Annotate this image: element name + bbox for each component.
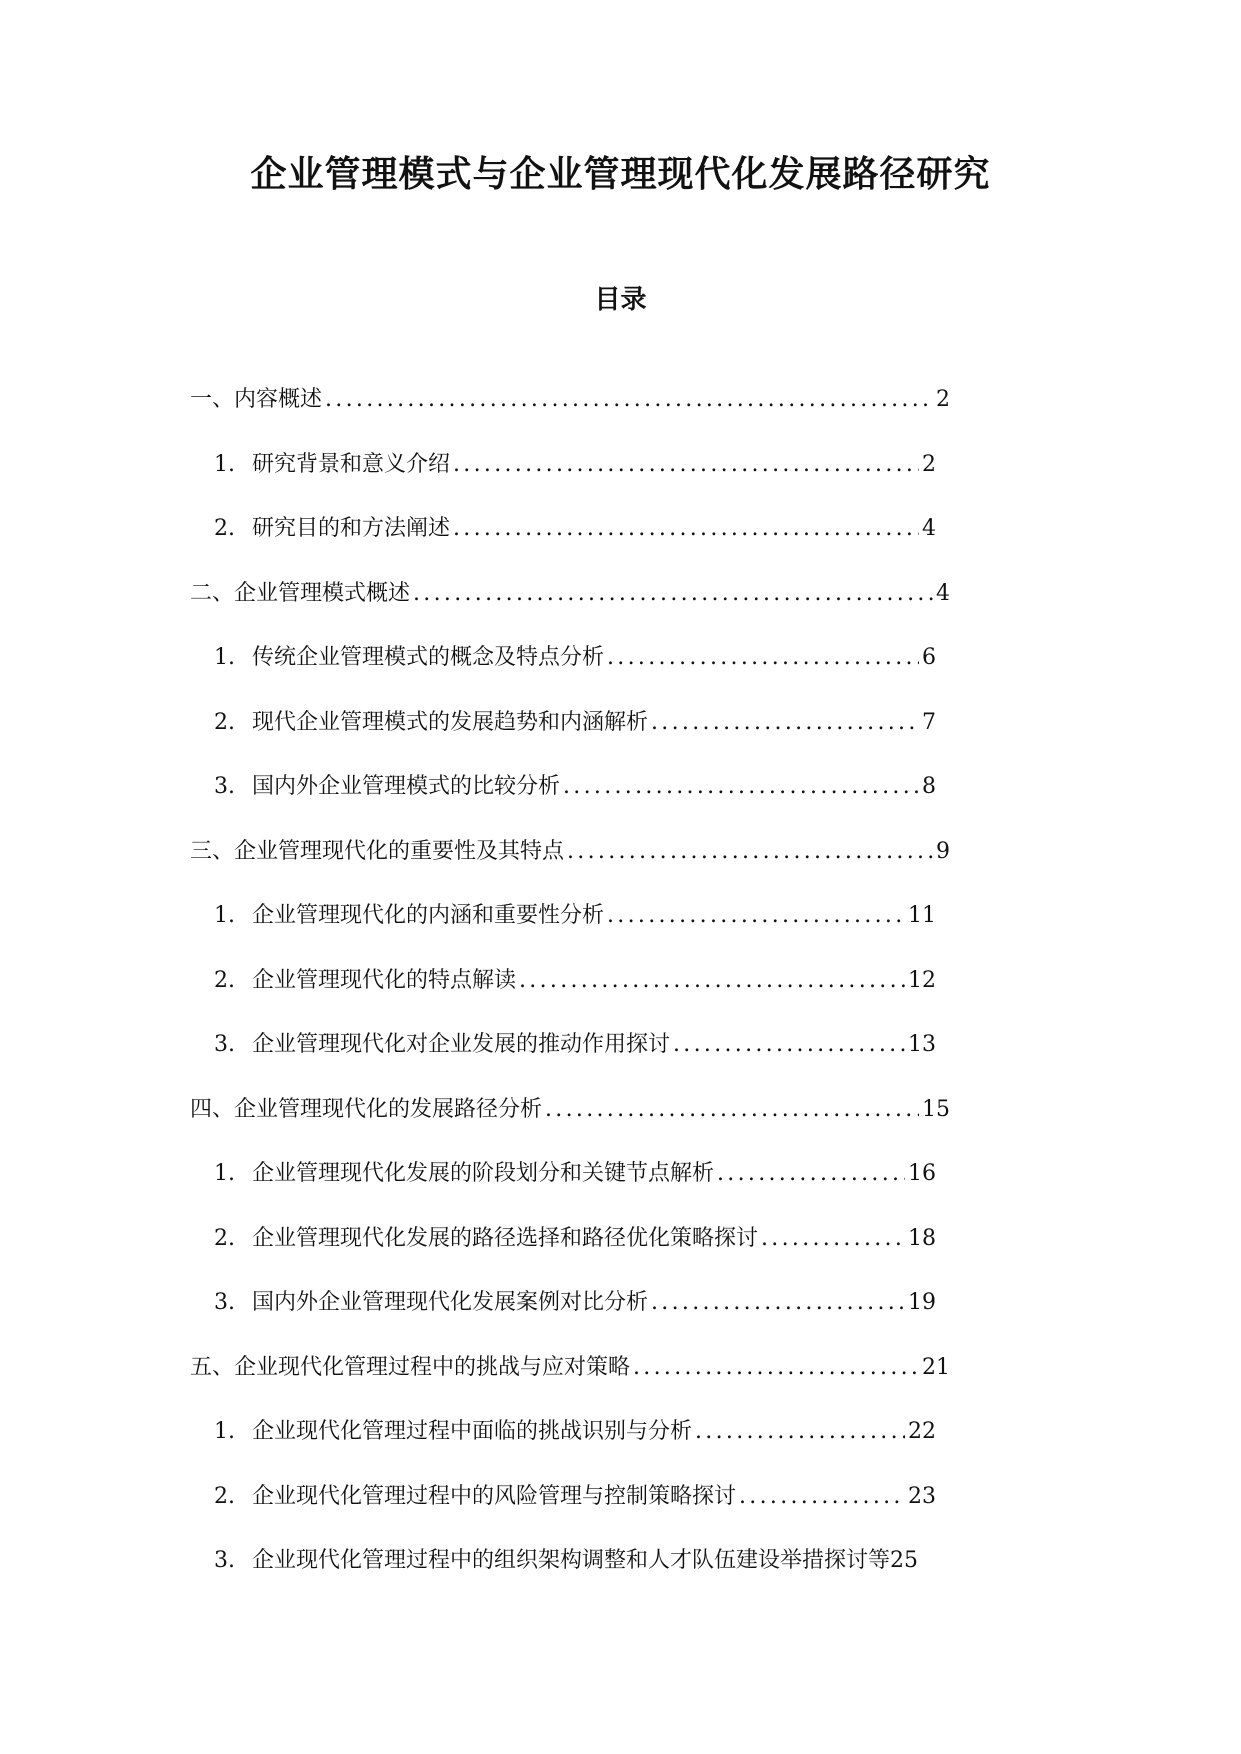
toc-entry-title: 企业管理现代化发展的路径选择和路径优化策略探讨 <box>252 1225 759 1251</box>
toc-entry[interactable] <box>214 509 936 549</box>
toc-entry[interactable] <box>214 445 936 485</box>
dot-leader <box>325 380 933 420</box>
toc-entry-title: 企业现代化管理过程中的风险管理与控制策略探讨 <box>252 1483 737 1509</box>
toc-entry-page-number: 18 <box>908 1225 936 1251</box>
toc-entry-title: 传统企业管理模式的概念及特点分析 <box>252 645 605 670</box>
dot-leader <box>545 1090 919 1130</box>
toc-entry-number: 3. <box>214 774 235 799</box>
toc-entry-title: 二、企业管理模式概述 <box>190 580 411 606</box>
toc-entry-number: 1. <box>214 451 235 477</box>
toc-entry[interactable] <box>214 896 936 936</box>
toc-entry-page-number: 4 <box>922 516 936 541</box>
toc-entry-page-number: 21 <box>922 1354 950 1380</box>
document-title: 企业管理模式与企业管理现代化发展路径研究 <box>250 154 991 195</box>
toc-entry[interactable] <box>214 1541 936 1581</box>
toc-entry-number: 1. <box>214 645 235 670</box>
dot-leader <box>673 1025 905 1065</box>
toc-entry-title: 五、企业现代化管理过程中的挑战与应对策略 <box>190 1354 631 1380</box>
toc-entry[interactable] <box>190 1348 950 1388</box>
toc-entry-title: 研究背景和意义介绍 <box>252 451 451 477</box>
toc-entry-title: 国内外企业管理现代化发展案例对比分析 <box>252 1290 649 1315</box>
toc-entry-page-number: 6 <box>922 645 936 670</box>
toc-entry[interactable] <box>190 380 950 420</box>
toc-entry-number: 2. <box>214 516 235 541</box>
toc-entry-number: 1. <box>214 1419 235 1444</box>
toc-entry-page-number: 4 <box>936 580 950 606</box>
toc-entry[interactable] <box>214 1154 936 1194</box>
toc-entry-number: 3. <box>214 1032 235 1057</box>
toc-entry[interactable] <box>214 1412 936 1452</box>
toc-entry-page-number: 7 <box>922 709 936 735</box>
toc-entry-title: 研究目的和方法阐述 <box>252 516 451 541</box>
dot-leader <box>567 832 933 872</box>
dot-leader <box>739 1477 905 1517</box>
toc-entry-page-number: 25 <box>890 1548 919 1573</box>
dot-leader <box>607 896 905 936</box>
toc-entry-page-number: 15 <box>922 1096 950 1122</box>
dot-leader <box>519 961 905 1001</box>
dot-leader <box>651 1283 905 1323</box>
dot-leader <box>695 1412 905 1452</box>
toc-entry-page-number: 13 <box>908 1032 936 1057</box>
toc-entry-page-number: 12 <box>908 967 936 993</box>
toc-entry-title: 四、企业管理现代化的发展路径分析 <box>190 1096 543 1122</box>
toc-entry-number: 2. <box>214 709 235 735</box>
toc-entry-page-number: 16 <box>908 1161 936 1186</box>
toc-entry-page-number: 22 <box>908 1419 936 1444</box>
toc-entry[interactable] <box>190 832 950 872</box>
toc-entry-page-number: 2 <box>922 451 936 477</box>
toc-entry[interactable] <box>190 574 950 614</box>
toc-entry[interactable] <box>214 1477 936 1517</box>
toc-entry-title: 企业管理现代化的特点解读 <box>252 967 517 993</box>
toc-entry-page-number: 2 <box>936 387 950 412</box>
toc-entry-title: 一、内容概述 <box>190 387 323 412</box>
toc-entry-page-number: 8 <box>922 774 936 799</box>
dot-leader <box>633 1348 919 1388</box>
toc-entry[interactable] <box>214 638 936 678</box>
toc-entry-number: 3. <box>214 1548 235 1573</box>
toc-entry-number: 3. <box>214 1290 235 1315</box>
toc-entry[interactable] <box>190 1090 950 1130</box>
toc-entry[interactable] <box>214 1025 936 1065</box>
toc-entry[interactable] <box>214 703 936 743</box>
toc-entry-title: 企业管理现代化对企业发展的推动作用探讨 <box>252 1032 671 1057</box>
dot-leader <box>413 574 933 614</box>
toc-entry[interactable] <box>214 767 936 807</box>
toc-entry-number: 2. <box>214 967 235 993</box>
toc-entry-title: 企业管理现代化的内涵和重要性分析 <box>252 903 605 928</box>
toc-entry-number: 2. <box>214 1225 235 1251</box>
dot-leader <box>453 445 919 485</box>
toc-entry[interactable] <box>214 1283 936 1323</box>
dot-leader <box>563 767 919 807</box>
toc-entry-number: 2. <box>214 1483 235 1509</box>
toc-entry-page-number: 23 <box>908 1483 936 1509</box>
toc-entry-page-number: 9 <box>936 838 950 864</box>
toc-entry-title: 国内外企业管理模式的比较分析 <box>252 774 561 799</box>
dot-leader <box>651 703 919 743</box>
toc-entry-page-number: 11 <box>908 903 936 928</box>
toc-entry-title: 现代企业管理模式的发展趋势和内涵解析 <box>252 709 649 735</box>
toc-entry[interactable] <box>214 1219 936 1259</box>
toc-entry[interactable] <box>214 961 936 1001</box>
toc-entry-number: 1. <box>214 903 235 928</box>
toc-entry-title: 三、企业管理现代化的重要性及其特点 <box>190 838 565 864</box>
dot-leader <box>717 1154 905 1194</box>
toc-entry-number: 1. <box>214 1161 235 1186</box>
dot-leader <box>761 1219 905 1259</box>
toc-entry-title: 企业现代化管理过程中面临的挑战识别与分析 <box>252 1419 693 1444</box>
toc-entry-title: 企业现代化管理过程中的组织架构调整和人才队伍建设举措探讨等 <box>252 1548 891 1573</box>
toc-entry-page-number: 19 <box>908 1290 936 1315</box>
dot-leader <box>607 638 919 678</box>
dot-leader <box>453 509 919 549</box>
toc-heading: 目录 <box>594 285 647 315</box>
toc-entry-title: 企业管理现代化发展的阶段划分和关键节点解析 <box>252 1161 715 1186</box>
